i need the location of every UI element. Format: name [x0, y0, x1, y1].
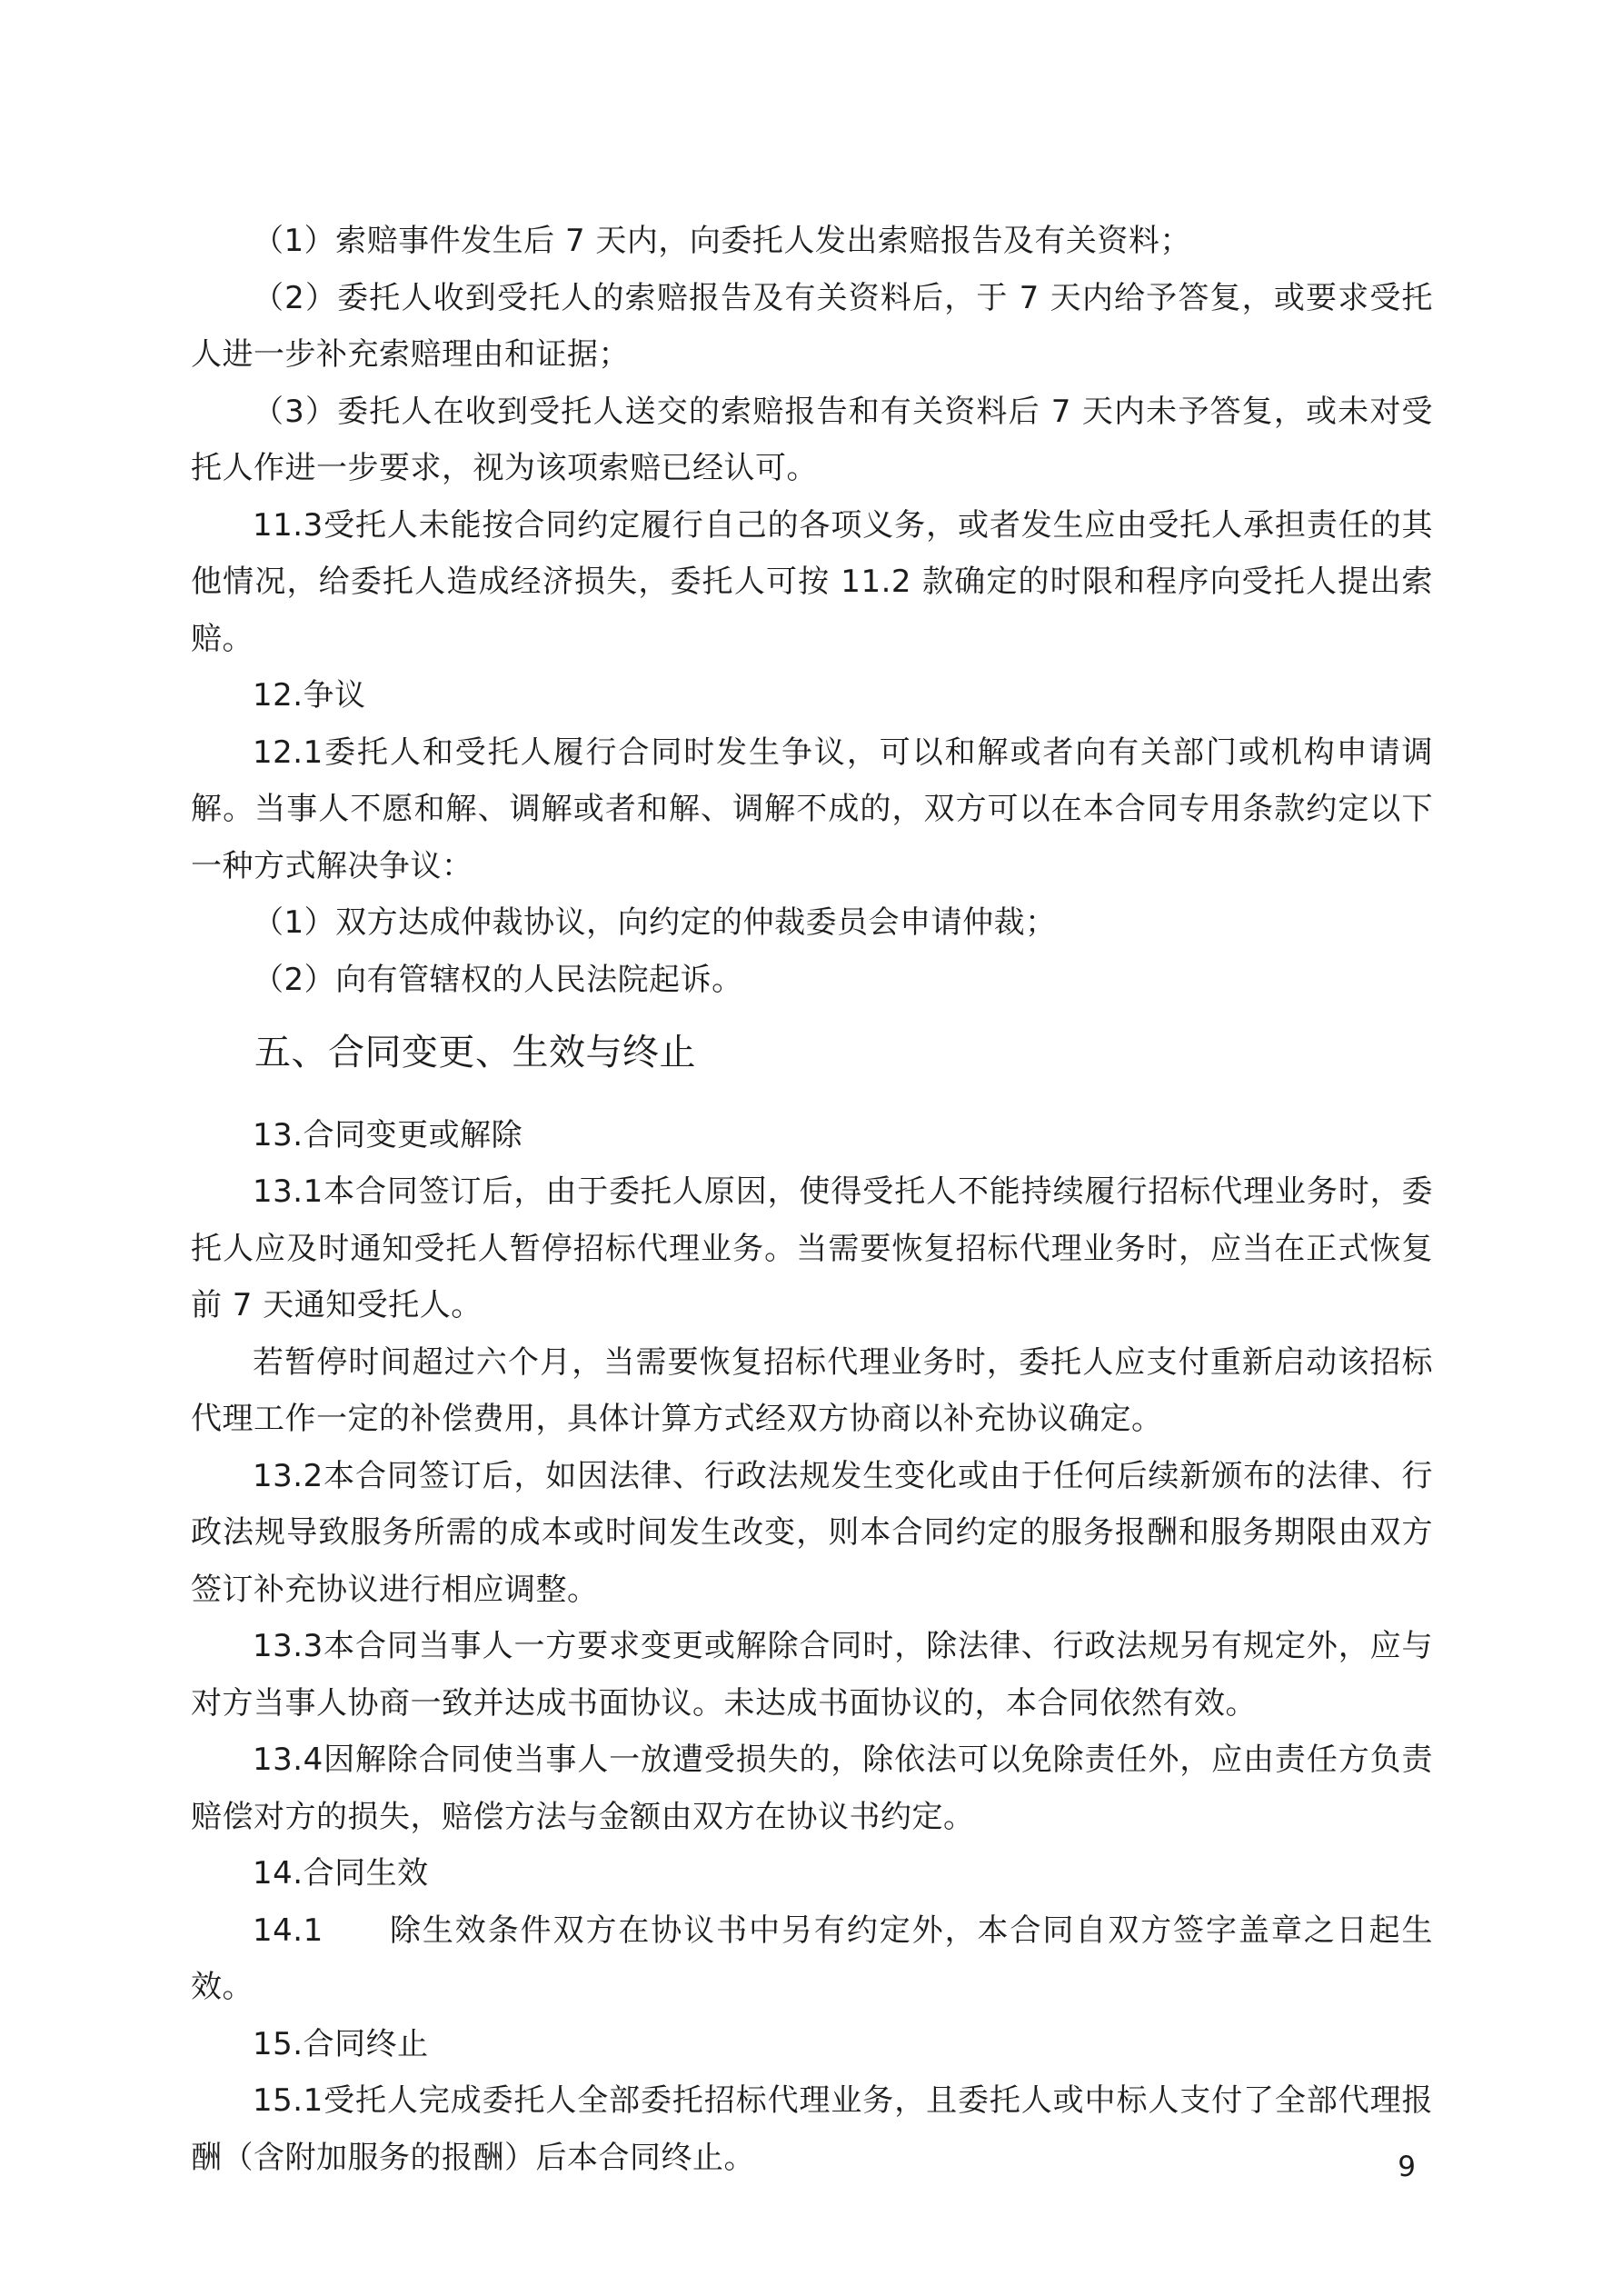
paragraph: 13.4因解除合同使当事人一放遭受损失的，除依法可以免除责任外，应由责任方负责赔偿对方的损失，赔偿方法与金额由双方在协议书约定。: [191, 1742, 1433, 1835]
clause-heading-contract-effective: 14.合同生效: [253, 1855, 429, 1892]
clause-heading-disputes: 12.争议: [253, 677, 366, 714]
section-heading: 五、合同变更、生效与终止: [254, 1032, 696, 1073]
contract-text-block: [191, 213, 1433, 2186]
paragraph: 15.1受托人完成委托人全部委托招标代理业务，且委托人或中标人支付了全部代理报酬（含附加服务的报酬）后本合同终止。: [191, 2082, 1433, 2176]
paragraph: 若暂停时间超过六个月，当需要恢复招标代理业务时，委托人应支付重新启动该招标代理工作一定的补偿费用，具体计算方式经双方协商以补充协议确定。: [191, 1343, 1433, 1437]
paragraph: 11.3受托人未能按合同约定履行自己的各项义务，或者发生应由受托人承担责任的其他情况，给委托人造成经济损失，委托人可按 11.2 款确定的时限和程序向受托人提出索赔。: [191, 506, 1433, 657]
clause-heading-contract-termination: 15.合同终止: [253, 2025, 429, 2062]
paragraph: （2）向有管辖权的人民法院起诉。: [253, 961, 743, 998]
paragraph: （1）索赔事件发生后 7 天内，向委托人发出索赔报告及有关资料；: [253, 223, 1191, 259]
paragraph: 13.3本合同当事人一方要求变更或解除合同时，除法律、行政法规另有规定外，应与对方当事人协商一致并达成书面协议。未达成书面协议的，本合同依然有效。: [191, 1628, 1433, 1722]
page-number: 9: [1398, 2151, 1416, 2183]
paragraph: 13.1本合同签订后，由于委托人原因，使得受托人不能持续履行招标代理业务时，委托人应及时通知受托人暂停招标代理业务。当需要恢复招标代理业务时，应当在正式恢复前 7 天通知受托人。: [191, 1173, 1433, 1323]
clause-heading-change-or-rescind: 13.合同变更或解除: [253, 1116, 523, 1153]
paragraph: 13.2本合同签订后，如因法律、行政法规发生变化或由于任何后续新颁布的法律、行政法规导致服务所需的成本或时间发生改变，则本合同约定的服务报酬和服务期限由双方签订补充协议进行相应调整。: [191, 1457, 1433, 1608]
paragraph: 12.1委托人和受托人履行合同时发生争议，可以和解或者向有关部门或机构申请调解。当事人不愿和解、调解或者和解、调解不成的，双方可以在本合同专用条款约定以下一种方式解决争议：: [191, 734, 1433, 884]
paragraph: （1）双方达成仲裁协议，向约定的仲裁委员会申请仲裁；: [253, 904, 1057, 941]
paragraph: （2）委托人收到受托人的索赔报告及有关资料后，于 7 天内给予答复，或要求受托人进一步补充索赔理由和证据；: [191, 279, 1433, 373]
paragraph: 14.1 除生效条件双方在协议书中另有约定外，本合同自双方签字盖章之日起生效。: [191, 1912, 1433, 2005]
paragraph: （3）委托人在收到受托人送交的索赔报告和有关资料后 7 天内未予答复，或未对受托人作进一步要求，视为该项索赔已经认可。: [191, 393, 1433, 486]
